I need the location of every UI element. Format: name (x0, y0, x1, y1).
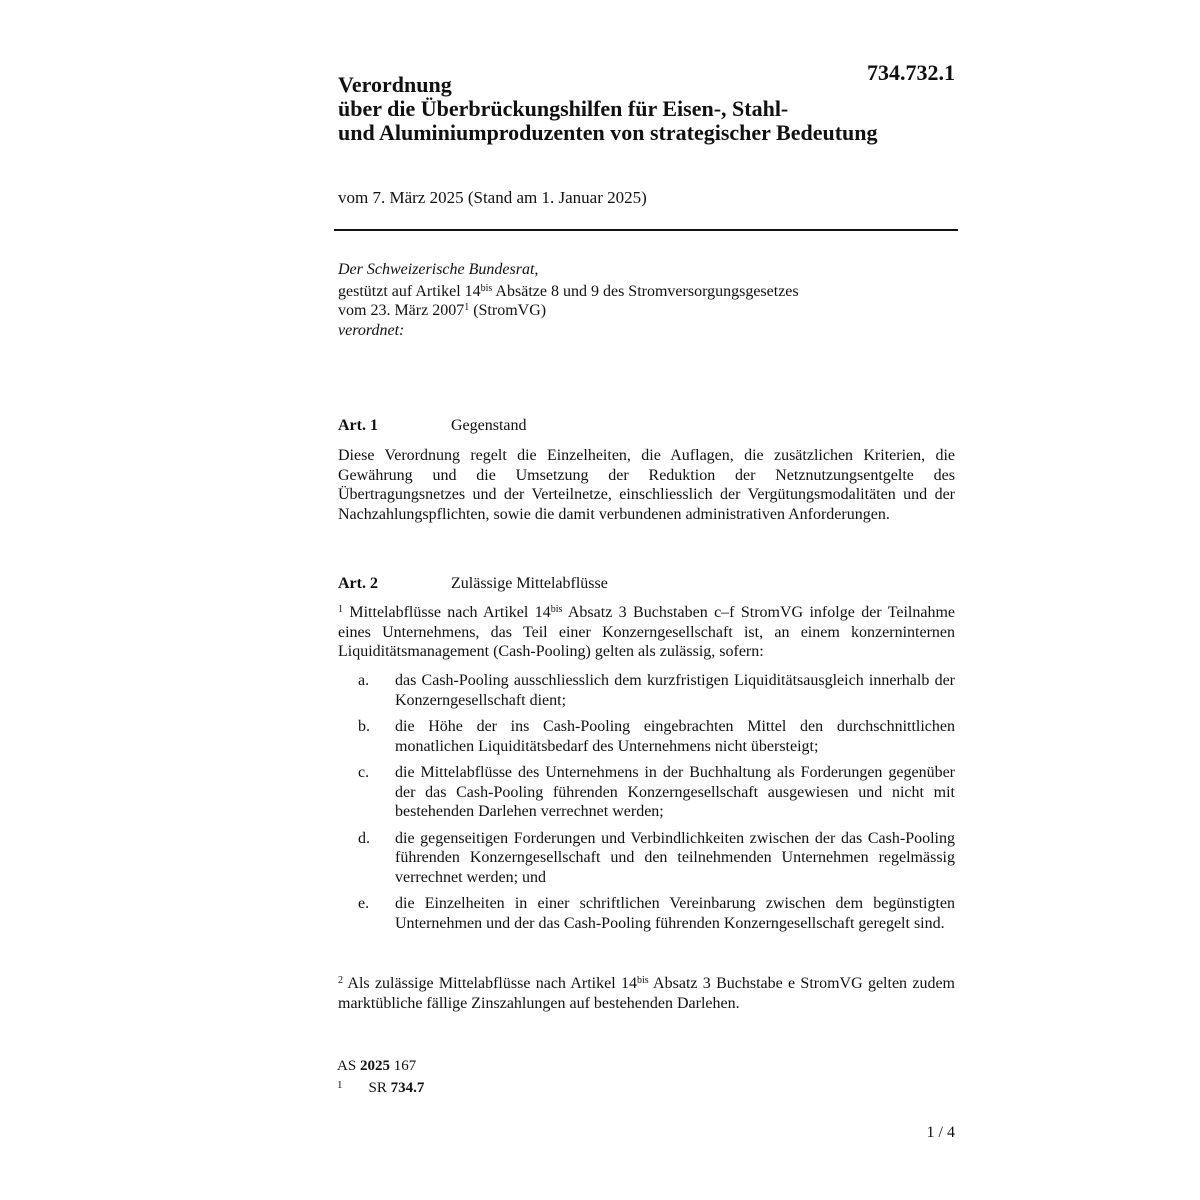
date-line: vom 7. März 2025 (Stand am 1. Januar 2025) (338, 188, 647, 207)
superscript: bis (550, 604, 563, 615)
list-label: d. (358, 829, 370, 847)
text: Als zulässige Mittelabflüsse nach Artikel 14 (343, 975, 637, 992)
preamble-basis (338, 282, 958, 302)
list-label: b. (358, 718, 370, 735)
text: Mittelabflüsse nach Artikel 14 (343, 604, 551, 621)
article-number: Art. 1 (338, 417, 378, 434)
article-2-paragraph-2 (338, 974, 955, 1013)
text: 167 (389, 1058, 417, 1074)
title-line: und Aluminiumproduzenten von strategischer Bedeutung (338, 120, 878, 145)
preamble (338, 260, 958, 340)
title-line: Verordnung (338, 72, 452, 97)
footnote-as (337, 1058, 416, 1075)
sr-reference[interactable]: 734.7 (390, 1080, 425, 1096)
superscript: bis (480, 282, 493, 294)
list-text: die Einzelheiten in einer schriftlichen Vereinbarung zwischen dem begünstigten Unternehmen und der das Cash-Pooling führenden Konzerngesellschaft geregelt sind. (395, 895, 955, 932)
list-text: das Cash-Pooling ausschliesslich dem kurzfristigen Liquiditätsausgleich innerhalb der Konzerngesellschaft dient; (395, 672, 955, 709)
article-2-list (338, 671, 955, 940)
list-item (338, 671, 955, 710)
sr-number: 734.732.1 (867, 60, 955, 85)
text: Absatz 3 Buchstabe e StromVG gelten zudem marktübliche fällige Zinszahlungen auf bestehenden Darlehen. (338, 975, 956, 1012)
preamble-decrees: verordnet: (338, 321, 405, 339)
preamble-authority: Der Schweizerische Bundesrat, (338, 261, 539, 278)
article-1-heading (338, 417, 527, 435)
preamble-basis-line2 (338, 301, 958, 321)
text: (StromVG) (469, 302, 547, 319)
text: vom 23. März 2007 (338, 302, 465, 319)
text: gestützt auf Artikel 14 (338, 282, 481, 300)
article-number: Art. 2 (338, 575, 378, 592)
as-year: 2025 (359, 1058, 390, 1074)
article-1-text: Diese Verordnung regelt die Einzelheiten, die Auflagen, die zusätzlichen Kriterien, die Gewährung und die Umsetzung der Reduktion der Netznutzungsentgelte des Übertragungsnetzes und der Verteilnetze, einschliesslich der Vergütungsmodalitäten und der Nachzahlungspflichten, sowie die damit verbundenen administrativen Anforderungen. (338, 447, 955, 523)
list-label: a. (358, 672, 370, 689)
footnote-ref[interactable]: 1 (464, 302, 470, 313)
paragraph-number: 1 (338, 604, 343, 615)
footnote-1 (337, 1079, 424, 1097)
article-title: Zulässige Mittelabflüsse (451, 575, 608, 592)
page-number: 1 / 4 (926, 1124, 955, 1141)
article-2-paragraph-1 (338, 603, 955, 662)
text: Absatz 3 Buchstaben c–f StromVG infolge der Teilnahme eines Unternehmens, das Teil einer Konzerngesellschaft ist, an einem konzerninternen Liquiditätsmanagement (Cash-Pooling) gelten als zulässig, sofern: (338, 604, 956, 660)
list-text: die gegenseitigen Forderungen und Verbindlichkeiten zwischen der das Cash-Pooling führenden Konzerngesellschaft und den teilnehmenden Unternehmen regelmässig verrechnet werden; und (395, 829, 955, 886)
horizontal-rule (334, 229, 958, 231)
list-item (338, 829, 955, 888)
list-text: die Mittelabflüsse des Unternehmens in der Buchhaltung als Forderungen gegenüber der das Cash-Pooling führenden Konzerngesellschaft ausgewiesen und nicht mit bestehenden Darlehen verrechnet werden; (395, 764, 955, 820)
list-text: die Höhe der ins Cash-Pooling eingebrachten Mittel den durchschnittlichen monatlichen Liquiditätsbedarf des Unternehmens nicht übersteigt; (395, 718, 955, 755)
paragraph-number: 2 (338, 975, 343, 986)
text: Absätze 8 und 9 des Stromversorgungsgesetzes (492, 282, 799, 300)
list-label: c. (358, 764, 370, 781)
list-label: e. (358, 895, 370, 912)
document-title (338, 73, 878, 145)
list-item (338, 894, 955, 933)
article-title: Gegenstand (451, 417, 527, 434)
title-line: über die Überbrückungshilfen für Eisen-, Stahl- (338, 96, 789, 121)
footnote-marker: 1 (337, 1079, 343, 1091)
article-2-heading (338, 575, 608, 593)
text: AS (337, 1058, 360, 1074)
superscript: bis (636, 975, 649, 986)
list-item (338, 717, 955, 756)
list-item (338, 763, 955, 822)
text: SR (368, 1080, 391, 1096)
